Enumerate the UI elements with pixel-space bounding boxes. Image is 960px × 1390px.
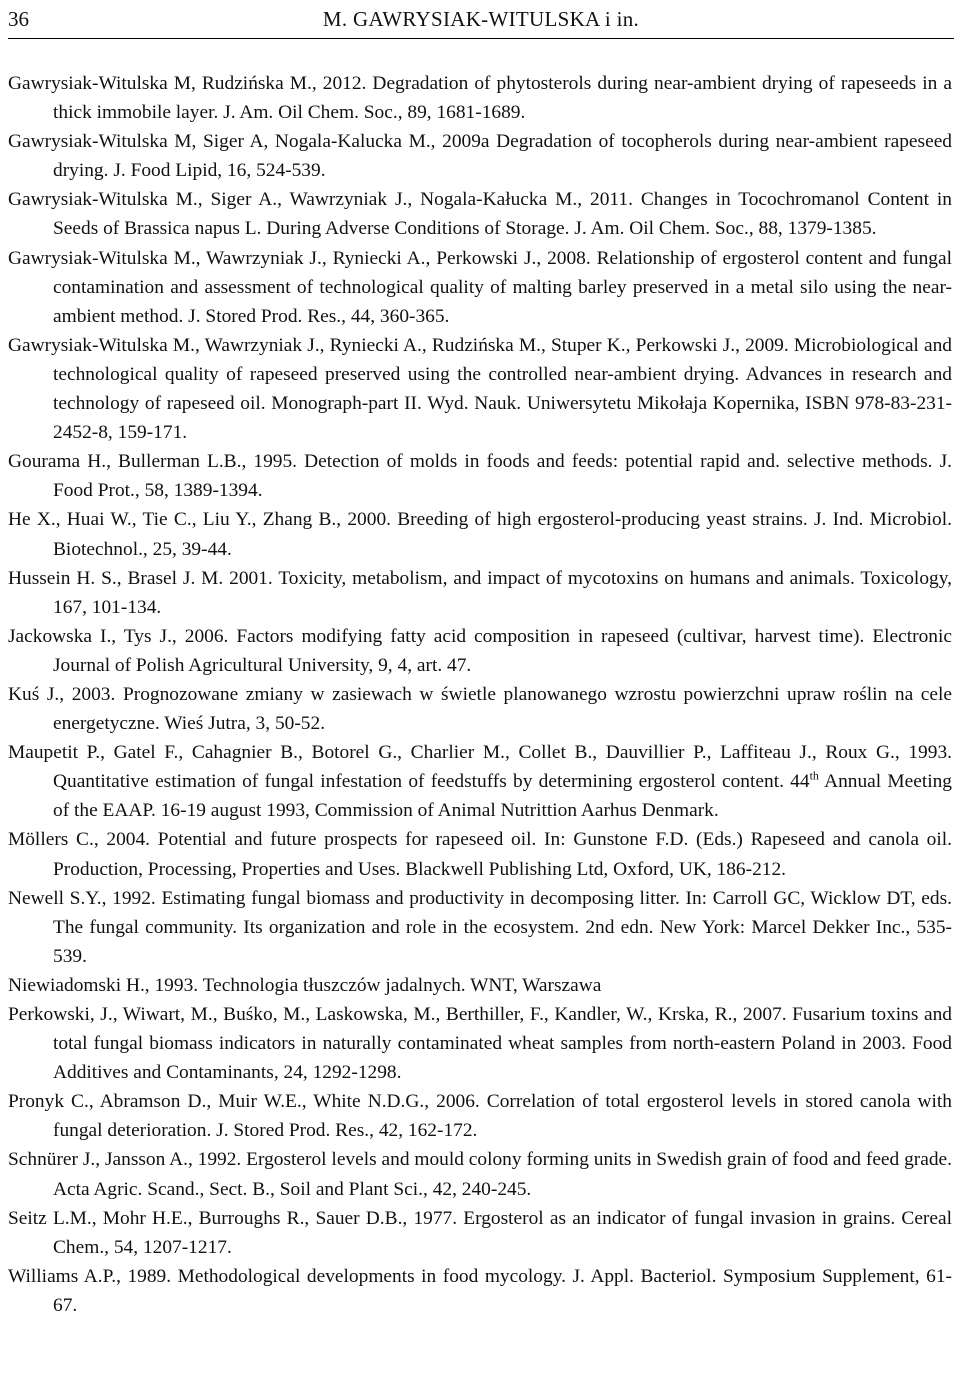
reference-item: Gawrysiak-Witulska M, Rudzińska M., 2012. Degradation of phytosterols during near-ambient drying of rapeseeds in a thick immobile layer. J. Am. Oil Chem. Soc., 89, 1681-1689. — [8, 73, 952, 124]
reference-list — [8, 69, 952, 1320]
reference-item: Möllers C., 2004. Potential and future prospects for rapeseed oil. In: Gunstone F.D. (Eds.) Rapeseed and canola oil. Production, Processing, Properties and Uses. Blackwell Publishing Ltd, Oxford, UK, 186-212. — [8, 829, 952, 880]
reference-item: Gawrysiak-Witulska M, Siger A, Nogala-Kalucka M., 2009a Degradation of tocopherols during near-ambient rapeseed drying. J. Food Lipid, 16, 524-539. — [8, 131, 952, 182]
reference-item: Perkowski, J., Wiwart, M., Buśko, M., Laskowska, M., Berthiller, F., Kandler, W., Krska, R., 2007. Fusarium toxins and total fungal biomass indicators in naturally contaminated wheat samples from north-eastern Poland in 2003. Food Additives and Contaminants, 24, 1292-1298. — [8, 1004, 952, 1084]
reference-item: Niewiadomski H., 1993. Technologia tłuszczów jadalnych. WNT, Warszawa — [8, 974, 602, 996]
reference-item: Gawrysiak-Witulska M., Wawrzyniak J., Ryniecki A., Rudzińska M., Stuper K., Perkowski J., 2009. Microbiological and technological quality of rapeseed preserved using the controlled near-ambient drying. Advances in research and technology of rapeseed oil. Monograph-part II. Wyd. Nauk. Uniwersytetu Mikołaja Kopernika, ISBN 978-83-231-2452-8, 159-171. — [8, 334, 952, 444]
reference-item — [8, 738, 952, 825]
reference-item: Pronyk C., Abramson D., Muir W.E., White N.D.G., 2006. Correlation of total ergosterol levels in stored canola with fungal deterioration. J. Stored Prod. Res., 42, 162-172. — [8, 1091, 952, 1142]
reference-item: Jackowska I., Tys J., 2006. Factors modifying fatty acid composition in rapeseed (cultivar, harvest time). Electronic Journal of Polish Agricultural University, 9, 4, art. 47. — [8, 625, 952, 676]
reference-text: Maupetit P., Gatel F., Cahagnier B., Botorel G., Charlier M., Collet B., Dauvillier P., Laffiteau J., Roux G., 1993. Quantitative estimation of fungal infestation of feedstuffs by determining ergosterol content. 44 — [8, 742, 952, 793]
reference-item: He X., Huai W., Tie C., Liu Y., Zhang B., 2000. Breeding of high ergosterol-producing yeast strains. J. Ind. Microbiol. Biotechnol., 25, 39-44. — [8, 509, 952, 560]
reference-item: Gawrysiak-Witulska M., Wawrzyniak J., Ryniecki A., Perkowski J., 2008. Relationship of ergosterol content and fungal contamination and assessment of technological quality of malting barley preserved in a metal silo using the near-ambient method. J. Stored Prod. Res., 44, 360-365. — [8, 247, 952, 327]
reference-superscript: th — [809, 768, 819, 783]
running-header — [8, 0, 954, 39]
reference-item: Kuś J., 2003. Prognozowane zmiany w zasiewach w świetle planowanego wzrostu powierzchni upraw roślin na cele energetyczne. Wieś Jutra, 3, 50-52. — [8, 683, 952, 735]
running-title: M. GAWRYSIAK-WITULSKA i in. — [322, 7, 640, 31]
reference-item: Schnürer J., Jansson A., 1992. Ergosterol levels and mould colony forming units in Swedish grain of food and feed grade. Acta Agric. Scand., Sect. B., Soil and Plant Sci., 42, 240-245. — [8, 1149, 952, 1200]
page-number: 36 — [8, 7, 29, 31]
reference-item: Gawrysiak-Witulska M., Siger A., Wawrzyniak J., Nogala-Kałucka M., 2011. Changes in Tocochromanol Content in Seeds of Brassica napus L. During Adverse Conditions of Storage. J. Am. Oil Chem. Soc., 88, 1379-1385. — [8, 189, 952, 240]
reference-item: Hussein H. S., Brasel J. M. 2001. Toxicity, metabolism, and impact of mycotoxins on humans and animals. Toxicology, 167, 101-134. — [8, 567, 952, 618]
reference-item: Newell S.Y., 1992. Estimating fungal biomass and productivity in decomposing litter. In: Carroll GC, Wicklow DT, eds. The fungal community. Its organization and role in the ecosystem. 2nd edn. New York: Marcel Dekker Inc., 535-539. — [8, 887, 952, 967]
reference-item: Williams A.P., 1989. Methodological developments in food mycology. J. Appl. Bacteriol. Symposium Supplement, 61-67. — [8, 1265, 952, 1316]
reference-item: Gourama H., Bullerman L.B., 1995. Detection of molds in foods and feeds: potential rapid and. selective methods. J. Food Prot., 58, 1389-1394. — [8, 451, 952, 502]
reference-item: Seitz L.M., Mohr H.E., Burroughs R., Sauer D.B., 1977. Ergosterol as an indicator of fungal invasion in grains. Cereal Chem., 54, 1207-1217. — [8, 1207, 952, 1258]
reference-text: Annual Meeting of the EAAP. 16-19 august 1993, Commission of Animal Nutrittion Aarhus Denmark. — [53, 771, 953, 822]
